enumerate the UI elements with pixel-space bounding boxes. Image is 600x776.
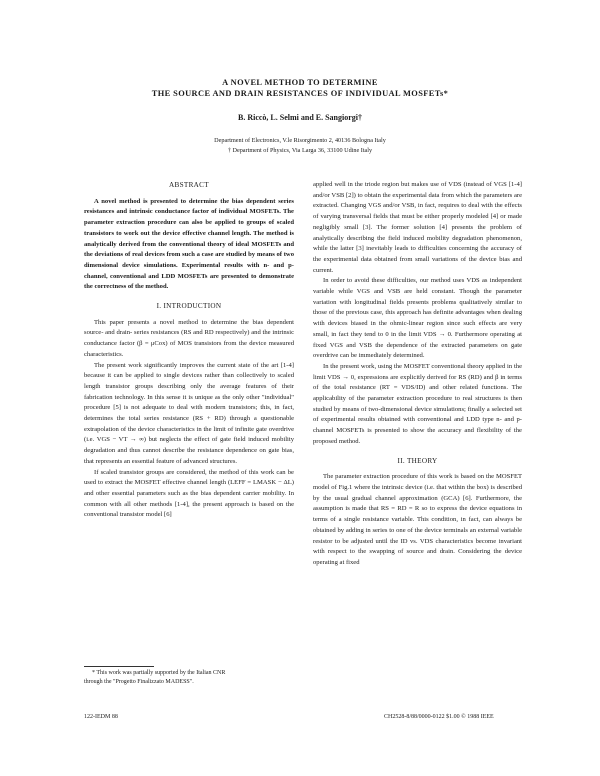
- right-paragraph-1: applied well in the triode region but makes use of VDS (instead of VGS [1-4] and/or VSB [2]) to obtain the experimental data from which the parameters are extracted. Changing VGS and/or VSB, in fact, requires to deal with the effects of varying transversal fields that must be either properly modeled [4] or made negligibly small [3]. The former solution [4] presents the problem of analytically describing the field induced mobility degradation phenomenon, while the latter [3] inevitably leads to difficulties concerning the accuracy of the experimental data obtained from small variations of the device bias and current.: [313, 181, 522, 274]
- right-column: [313, 180, 522, 569]
- intro-paragraph-1: This paper presents a novel method to determine the bias dependent source- and drain- series resistances (RS and RD respectively) and the intrinsic conductance factor (β = μCox) of MOS transistors from the device measured characteristics.: [84, 318, 294, 358]
- page-number: 122-IEDM 88: [84, 714, 118, 720]
- footnote-rule: [84, 666, 154, 667]
- affiliation-2: † Department of Physics, Via Larga 36, 33100 Udine Italy: [227, 147, 373, 154]
- theory-paragraph: The parameter extraction procedure of this work is based on the MOSFET model of Fig.1 where the intrinsic device (i.e. that within the box) is described by the usual gradual channel approximation (GCA) [6]. Furthermore, the assumption is made that RS = RD = R so to express the device equations in terms of a single resistance variable. This condition, in fact, can always be obtained by adding in series to one of the device terminals an external variable resistor to be adjusted until the ID vs. VDS characteristics become invariant with respect to the swapping of source and drain. Considering the device operating at fixed: [313, 473, 522, 566]
- footnote-line-1: * This work was partially supported by the Italian CNR: [92, 670, 226, 676]
- intro-paragraph-2: The present work significantly improves the current state of the art [1-4] because it can be applied to single devices rather than collectively to scaled length transistor groups describing only the average features of their fabrication technology. In this sense it is unique as the only other "individual" procedure [5] is not adequate to deal with modern transistors; this, in fact, determines the total series resistance (RS + RD) through a questionable extrapolation of the device characteristics in the limit of infinite gate overdrive (i.e. VGS − VT → ∞) but neglects the effect of gate field induced mobility degradation and thus cannot describe the resistance dependence on gate bias, that represents an essential feature of advanced structures.: [84, 361, 294, 465]
- introduction-heading: I. INTRODUCTION: [156, 302, 222, 311]
- paper-title-line-2: THE SOURCE AND DRAIN RESISTANCES OF INDIVIDUAL MOSFETs*: [151, 89, 449, 98]
- footnote-line-2: through the "Progetto Finalizzato MADESS".: [84, 679, 194, 685]
- copyright-line: CH2528-8/88/0000-0122 $1.00 © 1988 IEEE: [384, 714, 494, 720]
- abstract-text: A novel method is presented to determine the bias dependent series resistances and intrinsic conductance factor of individual MOSFETs. The parameter extraction procedure can also be applied to groups of scaled transistors to work out the device effective channel length. The method is analytically derived from the conventional theory of ideal MOSFETs and the deviations of real devices from such a case are studied by means of two dimensional device simulations. Experimental results with n- and p- channel, conventional and LDD MOSFETs are presented to demonstrate the correctness of the method.: [84, 197, 294, 291]
- right-paragraph-3: In the present work, using the MOSFET conventional theory applied in the limit VDS → 0, expressions are explicitly derived for RS (RD) and β in terms of the total resistance (RT = VDS/ID) and other related functions. The applicability of the parameter extraction procedure to real structures is then studied by means of two-dimensional device simulations; finally a selected set of experimental results obtained with conventional and LDD type n- and p- channel MOSFETs is presented to show the accuracy and flexibility of the proposed method.: [313, 362, 522, 445]
- affiliation-1: Department of Electronics, V.le Risorgimento 2, 40136 Bologna Italy: [214, 137, 386, 144]
- theory-heading: II. THEORY: [397, 456, 438, 465]
- intro-paragraph-3: If scaled transistor groups are considered, the method of this work can be used to extract the MOSFET effective channel length (LEFF = LMASK − ΔL) and other essential parameters such as the bias dependent carrier mobility. In common with all other methods [1-4], the present approach is based on the conventional transistor model [6]: [84, 468, 294, 519]
- abstract-heading: ABSTRACT: [169, 181, 209, 189]
- authors: B. Riccò, L. Selmi and E. Sangiorgi†: [237, 113, 362, 122]
- paper-title-line-1: A NOVEL METHOD TO DETERMINE: [222, 78, 378, 87]
- right-paragraph-2: In order to avoid these difficulties, our method uses VDS as independent variable while VGS and VSB are held constant. Though the parameter variation with longitudinal fields presents problems qualitatively similar to those of the previous case, this approach has definite advantages when dealing with devices biased in the ohmic-linear region since such effects are very small, in fact they tend to 0 in the limit VDS → 0. Furthermore operating at fixed VGS and VSB the dependence of the extracted parameters on gate overdrive can be immediately determined.: [313, 277, 522, 360]
- left-column: [84, 180, 294, 521]
